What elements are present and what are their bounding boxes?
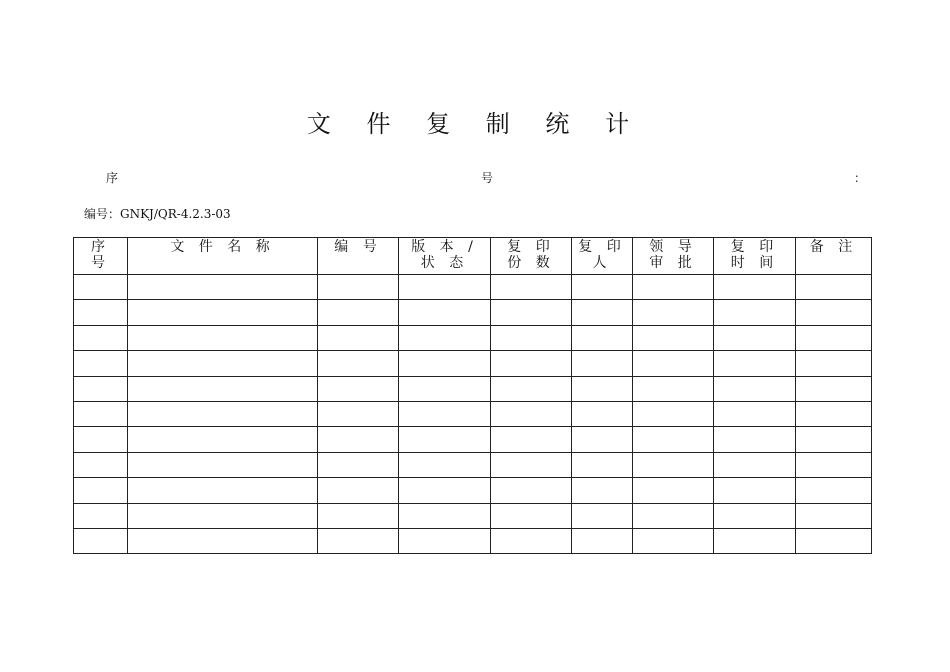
table-cell[interactable] (714, 503, 796, 528)
table-row (74, 376, 872, 401)
table-cell[interactable] (318, 452, 399, 477)
table-cell[interactable] (399, 478, 491, 503)
serial-label-left: 序 (106, 171, 119, 185)
serial-label-colon: ： (854, 171, 867, 185)
table-cell[interactable] (572, 401, 633, 426)
table-row (74, 351, 872, 376)
table-cell[interactable] (796, 503, 872, 528)
header-copy-time: 复 印 时 间 (714, 238, 796, 275)
table-cell[interactable] (633, 478, 714, 503)
table-cell[interactable] (796, 452, 872, 477)
table-cell[interactable] (714, 528, 796, 553)
table-cell[interactable] (714, 300, 796, 325)
table-cell[interactable] (491, 351, 572, 376)
table-cell[interactable] (74, 528, 128, 553)
header-document-name: 文 件 名 称 (128, 238, 318, 275)
table-cell[interactable] (633, 452, 714, 477)
table-cell[interactable] (74, 325, 128, 350)
table-cell[interactable] (572, 427, 633, 452)
table-cell[interactable] (74, 452, 128, 477)
table-cell[interactable] (572, 452, 633, 477)
table-row (74, 503, 872, 528)
serial-label-middle: 号 (481, 171, 494, 185)
table-cell[interactable] (796, 401, 872, 426)
document-title: 文 件 复 制 统 计 (306, 110, 644, 138)
header-version-status: 版 本 / 状 态 (399, 238, 491, 275)
table-cell[interactable] (633, 376, 714, 401)
table-cell[interactable] (572, 325, 633, 350)
table-cell[interactable] (128, 376, 318, 401)
table-cell[interactable] (318, 401, 399, 426)
table-cell[interactable] (491, 427, 572, 452)
table-cell[interactable] (399, 452, 491, 477)
table-cell[interactable] (633, 325, 714, 350)
table-cell[interactable] (633, 275, 714, 300)
table-cell[interactable] (491, 452, 572, 477)
table-cell[interactable] (399, 351, 491, 376)
table-cell[interactable] (491, 300, 572, 325)
table-row (74, 401, 872, 426)
table-cell[interactable] (399, 300, 491, 325)
table-cell[interactable] (572, 376, 633, 401)
table-cell[interactable] (128, 528, 318, 553)
table-cell[interactable] (74, 376, 128, 401)
table-cell[interactable] (318, 376, 399, 401)
table-row (74, 325, 872, 350)
table-cell[interactable] (399, 427, 491, 452)
table-cell[interactable] (491, 503, 572, 528)
table-body (74, 275, 872, 554)
table-cell[interactable] (318, 427, 399, 452)
table-cell[interactable] (714, 376, 796, 401)
table-cell[interactable] (318, 300, 399, 325)
table-row (74, 528, 872, 553)
table-cell[interactable] (796, 300, 872, 325)
table-cell[interactable] (714, 401, 796, 426)
table-cell[interactable] (491, 401, 572, 426)
table-cell[interactable] (74, 401, 128, 426)
table-cell[interactable] (714, 351, 796, 376)
serial-number-line (0, 170, 950, 186)
table-cell[interactable] (491, 478, 572, 503)
table-cell[interactable] (796, 275, 872, 300)
table-cell[interactable] (318, 528, 399, 553)
table-cell[interactable] (74, 503, 128, 528)
copy-statistics-table (73, 237, 872, 554)
table-cell[interactable] (491, 376, 572, 401)
table-cell[interactable] (74, 478, 128, 503)
table-cell[interactable] (399, 376, 491, 401)
table-cell[interactable] (796, 325, 872, 350)
table-cell[interactable] (128, 503, 318, 528)
table-cell[interactable] (399, 401, 491, 426)
table-row (74, 300, 872, 325)
table-cell[interactable] (572, 528, 633, 553)
table-cell[interactable] (74, 300, 128, 325)
table-cell[interactable] (572, 503, 633, 528)
table-cell[interactable] (491, 275, 572, 300)
table-cell[interactable] (714, 478, 796, 503)
table-cell[interactable] (796, 478, 872, 503)
table-cell[interactable] (318, 503, 399, 528)
header-copier: 复 印 人 (572, 238, 633, 275)
table-cell[interactable] (714, 325, 796, 350)
table-cell[interactable] (572, 478, 633, 503)
table-cell[interactable] (633, 528, 714, 553)
table-cell[interactable] (318, 275, 399, 300)
form-code: 编号：GNKJ/QR-4.2.3-03 (84, 207, 231, 221)
table-cell[interactable] (128, 325, 318, 350)
table-cell[interactable] (572, 275, 633, 300)
table-cell[interactable] (714, 275, 796, 300)
table-cell[interactable] (128, 401, 318, 426)
table-cell[interactable] (399, 325, 491, 350)
table-cell[interactable] (318, 478, 399, 503)
table-cell[interactable] (74, 351, 128, 376)
table-cell[interactable] (714, 427, 796, 452)
header-leader-approval: 领 导 审 批 (633, 238, 714, 275)
table-row (74, 478, 872, 503)
table-cell[interactable] (491, 528, 572, 553)
table-cell[interactable] (633, 300, 714, 325)
table-cell[interactable] (318, 325, 399, 350)
table-cell[interactable] (796, 376, 872, 401)
table-cell[interactable] (128, 275, 318, 300)
table-cell[interactable] (128, 300, 318, 325)
table-cell[interactable] (491, 325, 572, 350)
table-cell[interactable] (128, 478, 318, 503)
table-cell[interactable] (128, 452, 318, 477)
table-cell[interactable] (399, 503, 491, 528)
table-cell[interactable] (74, 427, 128, 452)
table-cell[interactable] (399, 275, 491, 300)
table-cell[interactable] (796, 528, 872, 553)
table-cell[interactable] (714, 452, 796, 477)
table-row (74, 275, 872, 300)
table-cell[interactable] (572, 351, 633, 376)
table-cell[interactable] (633, 427, 714, 452)
header-copy-count: 复 印 份 数 (491, 238, 572, 275)
table-header-row (74, 238, 872, 275)
table-row (74, 452, 872, 477)
table-cell[interactable] (128, 427, 318, 452)
table-cell[interactable] (74, 275, 128, 300)
table-cell[interactable] (796, 351, 872, 376)
header-document-number: 编 号 (318, 238, 399, 275)
table-cell[interactable] (633, 351, 714, 376)
header-remarks: 备 注 (796, 238, 872, 275)
table-cell[interactable] (572, 300, 633, 325)
table-cell[interactable] (128, 351, 318, 376)
table-row (74, 427, 872, 452)
table-cell[interactable] (399, 528, 491, 553)
table-cell[interactable] (318, 351, 399, 376)
table-cell[interactable] (633, 401, 714, 426)
table-cell[interactable] (633, 503, 714, 528)
table-cell[interactable] (796, 427, 872, 452)
header-serial-number: 序 号 (74, 238, 128, 275)
